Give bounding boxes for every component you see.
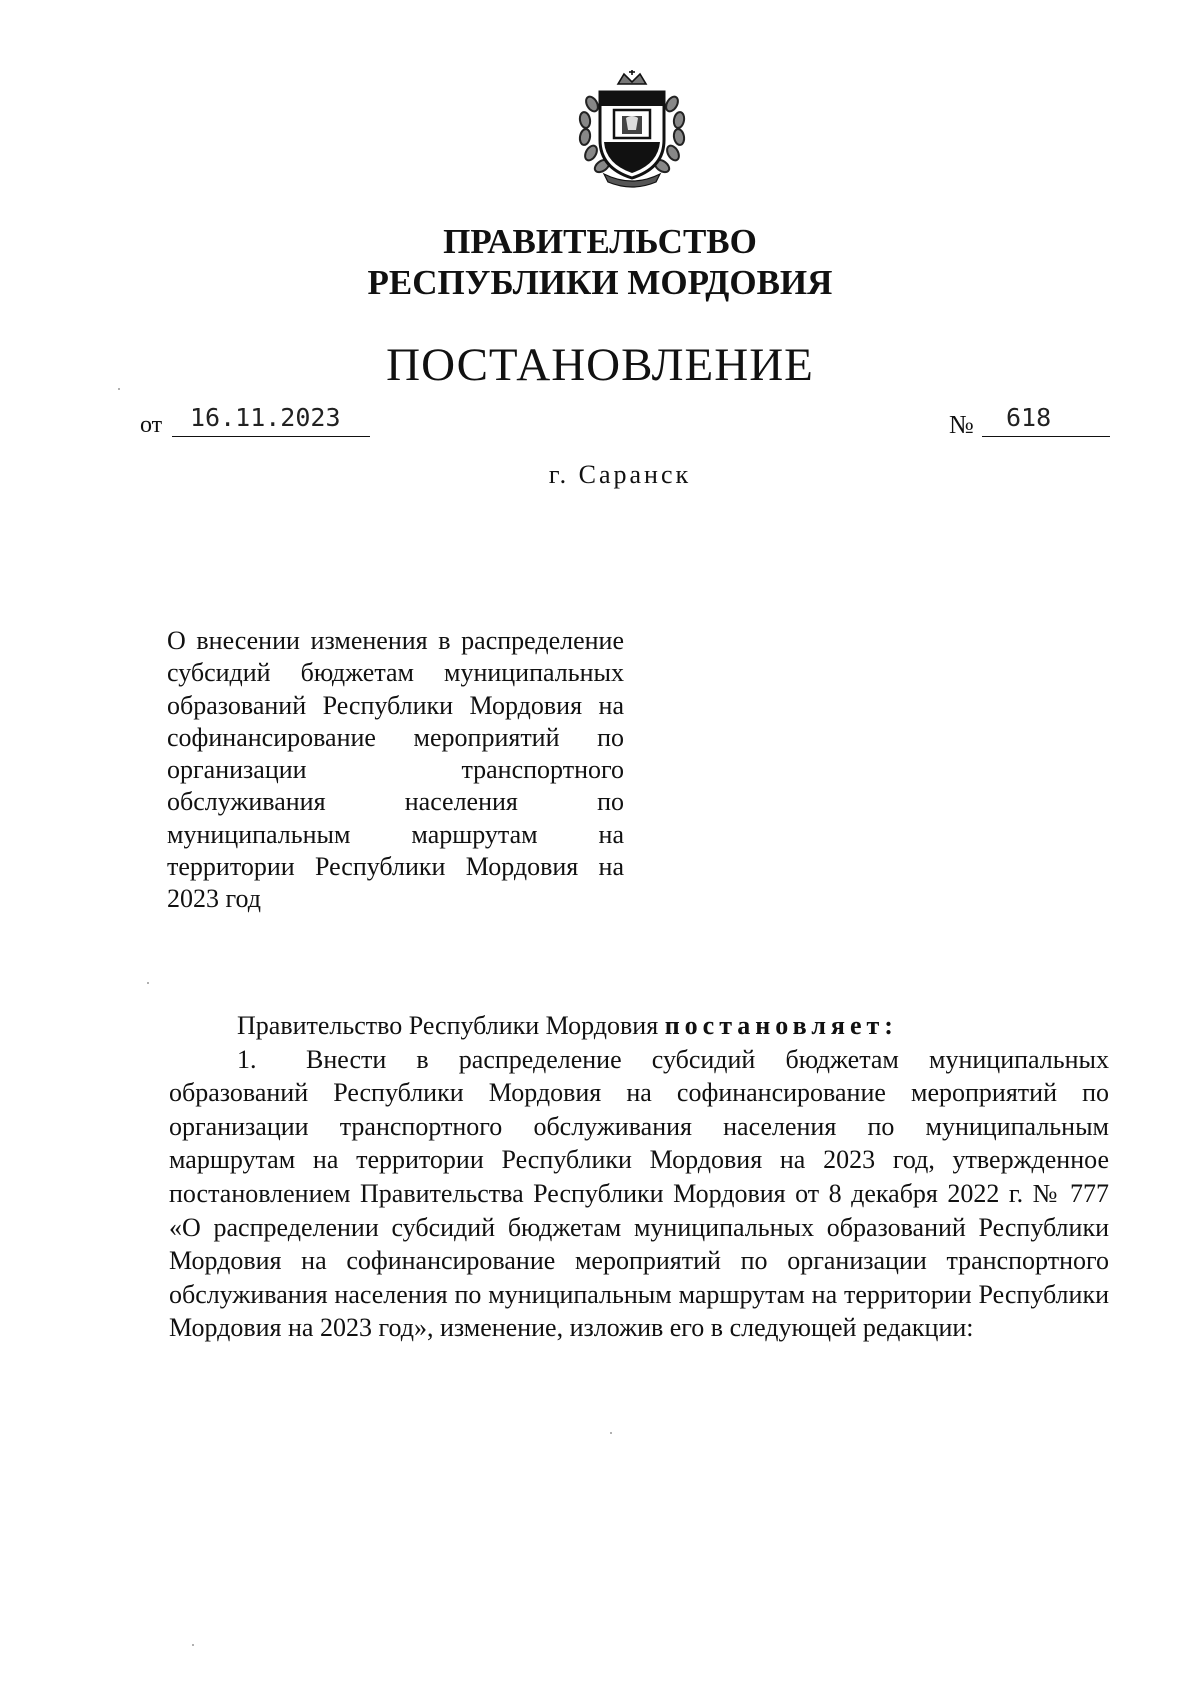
authority-name-line1: ПРАВИТЕЛЬСТВО (443, 222, 757, 261)
date-prefix: от (140, 412, 163, 438)
scan-speck (610, 1432, 612, 1434)
resolution-intro (169, 1009, 1109, 1043)
city-name: г. Саранск (548, 460, 692, 489)
date-underline (172, 436, 370, 437)
document-subject: О внесении изменения в распределение субсидий бюджетам муниципальных образований Республики Мордовия на софинансирование мероприятий по организации транспортного обслуживания населения по муниципальным маршрутам на территории Республики Мордовия на 2023 год (167, 626, 624, 914)
authority-name-line2: РЕСПУБЛИКИ МОРДОВИЯ (367, 263, 833, 302)
resolution-verb: постановляет (664, 1011, 885, 1040)
intro-colon: : (884, 1011, 898, 1040)
document-type-title: ПОСТАНОВЛЕНИЕ (386, 339, 814, 391)
intro-text: Правительство Республики Мордовия (237, 1011, 659, 1040)
scan-speck (118, 388, 120, 390)
scan-speck (147, 982, 149, 984)
number-underline (982, 436, 1110, 437)
document-body (169, 1009, 1109, 1345)
item-1-text: Внести в распределение субсидий бюджетам муниципальных образований Республики Мордовия на софинансирование мероприятий по организации транспортного обслуживания населения по муниципальным маршрутам на территории Республики Мордовия на 2023 год, утвержденное постановлением Правительства Республики Мордовия от 8 декабря 2022 г. № 777 «О распределении субсидий бюджетам муниципальных образований Республики Мордовия на софинансирование мероприятий по организации транспортного обслуживания населения по муниципальным маршрутам на территории Республики Мордовия на 2023 год», изменение, изложив его в следующей редакции: (169, 1044, 1109, 1343)
document-date: 16.11.2023 (190, 403, 341, 432)
number-prefix: № (949, 410, 974, 439)
coat-of-arms-icon (574, 70, 690, 190)
item-1-number: 1. (237, 1044, 257, 1074)
scan-speck (192, 1644, 194, 1646)
document-number: 618 (1006, 403, 1052, 432)
item-1 (169, 1043, 1109, 1345)
